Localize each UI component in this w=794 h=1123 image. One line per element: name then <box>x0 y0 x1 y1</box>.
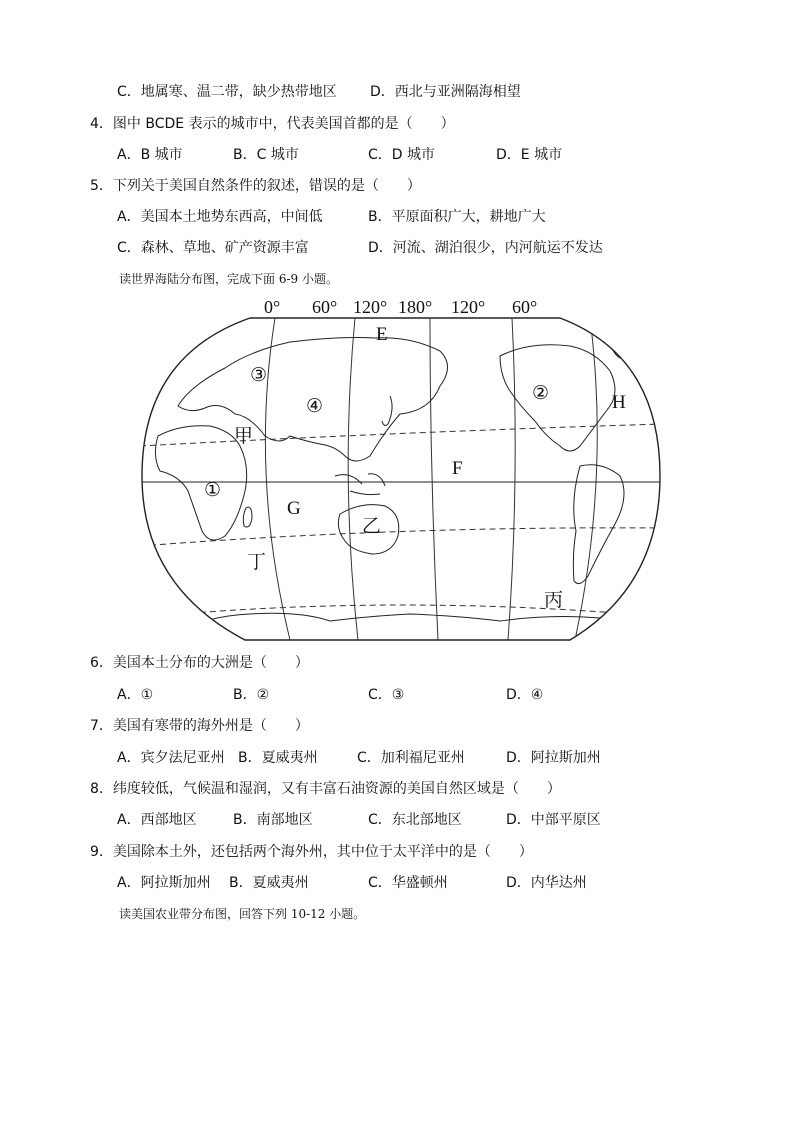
lon-label-60w: 60° <box>512 297 538 317</box>
q5-stem: 5．下列关于美国自然条件的叙述，错误的是（ ） <box>90 178 421 194</box>
lon-label-0: 0° <box>264 297 281 317</box>
q7-option-a: A．宾夕法尼亚州 <box>117 750 225 766</box>
q8-option-d: D．中部平原区 <box>506 812 601 828</box>
section-intro-10-12: 读美国农业带分布图，回答下列 10-12 小题。 <box>119 907 366 921</box>
map-label-yi: 乙 <box>362 516 382 537</box>
q6-stem: 6．美国本土分布的大洲是（ ） <box>90 655 309 671</box>
q7-option-b: B．夏威夷州 <box>238 750 318 766</box>
continent-outlines <box>155 326 650 641</box>
q8-option-a: A．西部地区 <box>117 812 197 828</box>
q6-option-a: A．① <box>117 687 154 703</box>
q5-option-a: A．美国本土地势东西高，中间低 <box>117 209 323 225</box>
map-label-2: ② <box>532 383 550 404</box>
q5-option-c: C．森林、草地、矿产资源丰富 <box>117 240 309 256</box>
world-land-sea-map <box>140 296 662 646</box>
map-label-f: F <box>452 458 463 479</box>
lon-label-120w: 120° <box>451 297 486 317</box>
lon-label-60e: 60° <box>312 297 338 317</box>
q4-stem: 4．图中 BCDE 表示的城市中，代表美国首都的是（ ） <box>90 116 455 132</box>
q4-option-c: C．D 城市 <box>368 147 436 163</box>
q4-option-b: B．C 城市 <box>233 147 299 163</box>
tropic-of-capricorn <box>140 528 662 546</box>
q7-option-c: C．加利福尼亚州 <box>357 750 465 766</box>
map-frame <box>142 318 660 640</box>
map-label-jia: 甲 <box>234 426 254 447</box>
q9-stem: 9．美国除本土外，还包括两个海外州，其中位于太平洋中的是（ ） <box>90 844 533 860</box>
lon-label-180: 180° <box>398 297 433 317</box>
q5-option-d: D．河流、湖泊很少，内河航运不发达 <box>368 240 603 256</box>
q7-option-d: D．阿拉斯加州 <box>506 750 601 766</box>
q3-option-d: D．西北与亚洲隔海相望 <box>370 84 521 100</box>
q9-option-d: D．内华达州 <box>506 875 587 891</box>
tropic-of-cancer <box>140 424 662 446</box>
q7-stem: 7．美国有寒带的海外州是（ ） <box>90 718 309 734</box>
q9-option-a: A．阿拉斯加州 <box>117 875 211 891</box>
map-label-h: H <box>612 392 626 413</box>
map-label-4: ④ <box>306 396 324 417</box>
q9-option-b: B．夏威夷州 <box>229 875 309 891</box>
lon-label-120e: 120° <box>353 297 388 317</box>
map-label-g: G <box>287 498 301 519</box>
q6-option-c: C．③ <box>368 687 405 703</box>
q3-option-c: C．地属寒、温二带，缺少热带地区 <box>117 84 337 100</box>
map-label-3: ③ <box>250 365 268 386</box>
q5-option-b: B．平原面积广大，耕地广大 <box>368 209 546 225</box>
q8-option-c: C．东北部地区 <box>368 812 462 828</box>
q6-option-b: B．② <box>233 687 270 703</box>
map-label-1: ① <box>204 480 222 501</box>
q4-option-a: A．B 城市 <box>117 147 183 163</box>
section-intro-6-9: 读世界海陆分布图，完成下面 6-9 小题。 <box>119 272 338 286</box>
map-label-bing: 丙 <box>544 590 564 611</box>
q4-option-d: D．E 城市 <box>496 147 563 163</box>
map-label-e: E <box>376 324 388 345</box>
map-label-ding: 丁 <box>247 552 267 573</box>
q8-stem: 8．纬度较低，气候温和湿润，又有丰富石油资源的美国自然区域是（ ） <box>90 781 561 797</box>
q9-option-c: C．华盛顿州 <box>368 875 448 891</box>
q8-option-b: B．南部地区 <box>233 812 313 828</box>
q6-option-d: D．④ <box>506 687 544 703</box>
